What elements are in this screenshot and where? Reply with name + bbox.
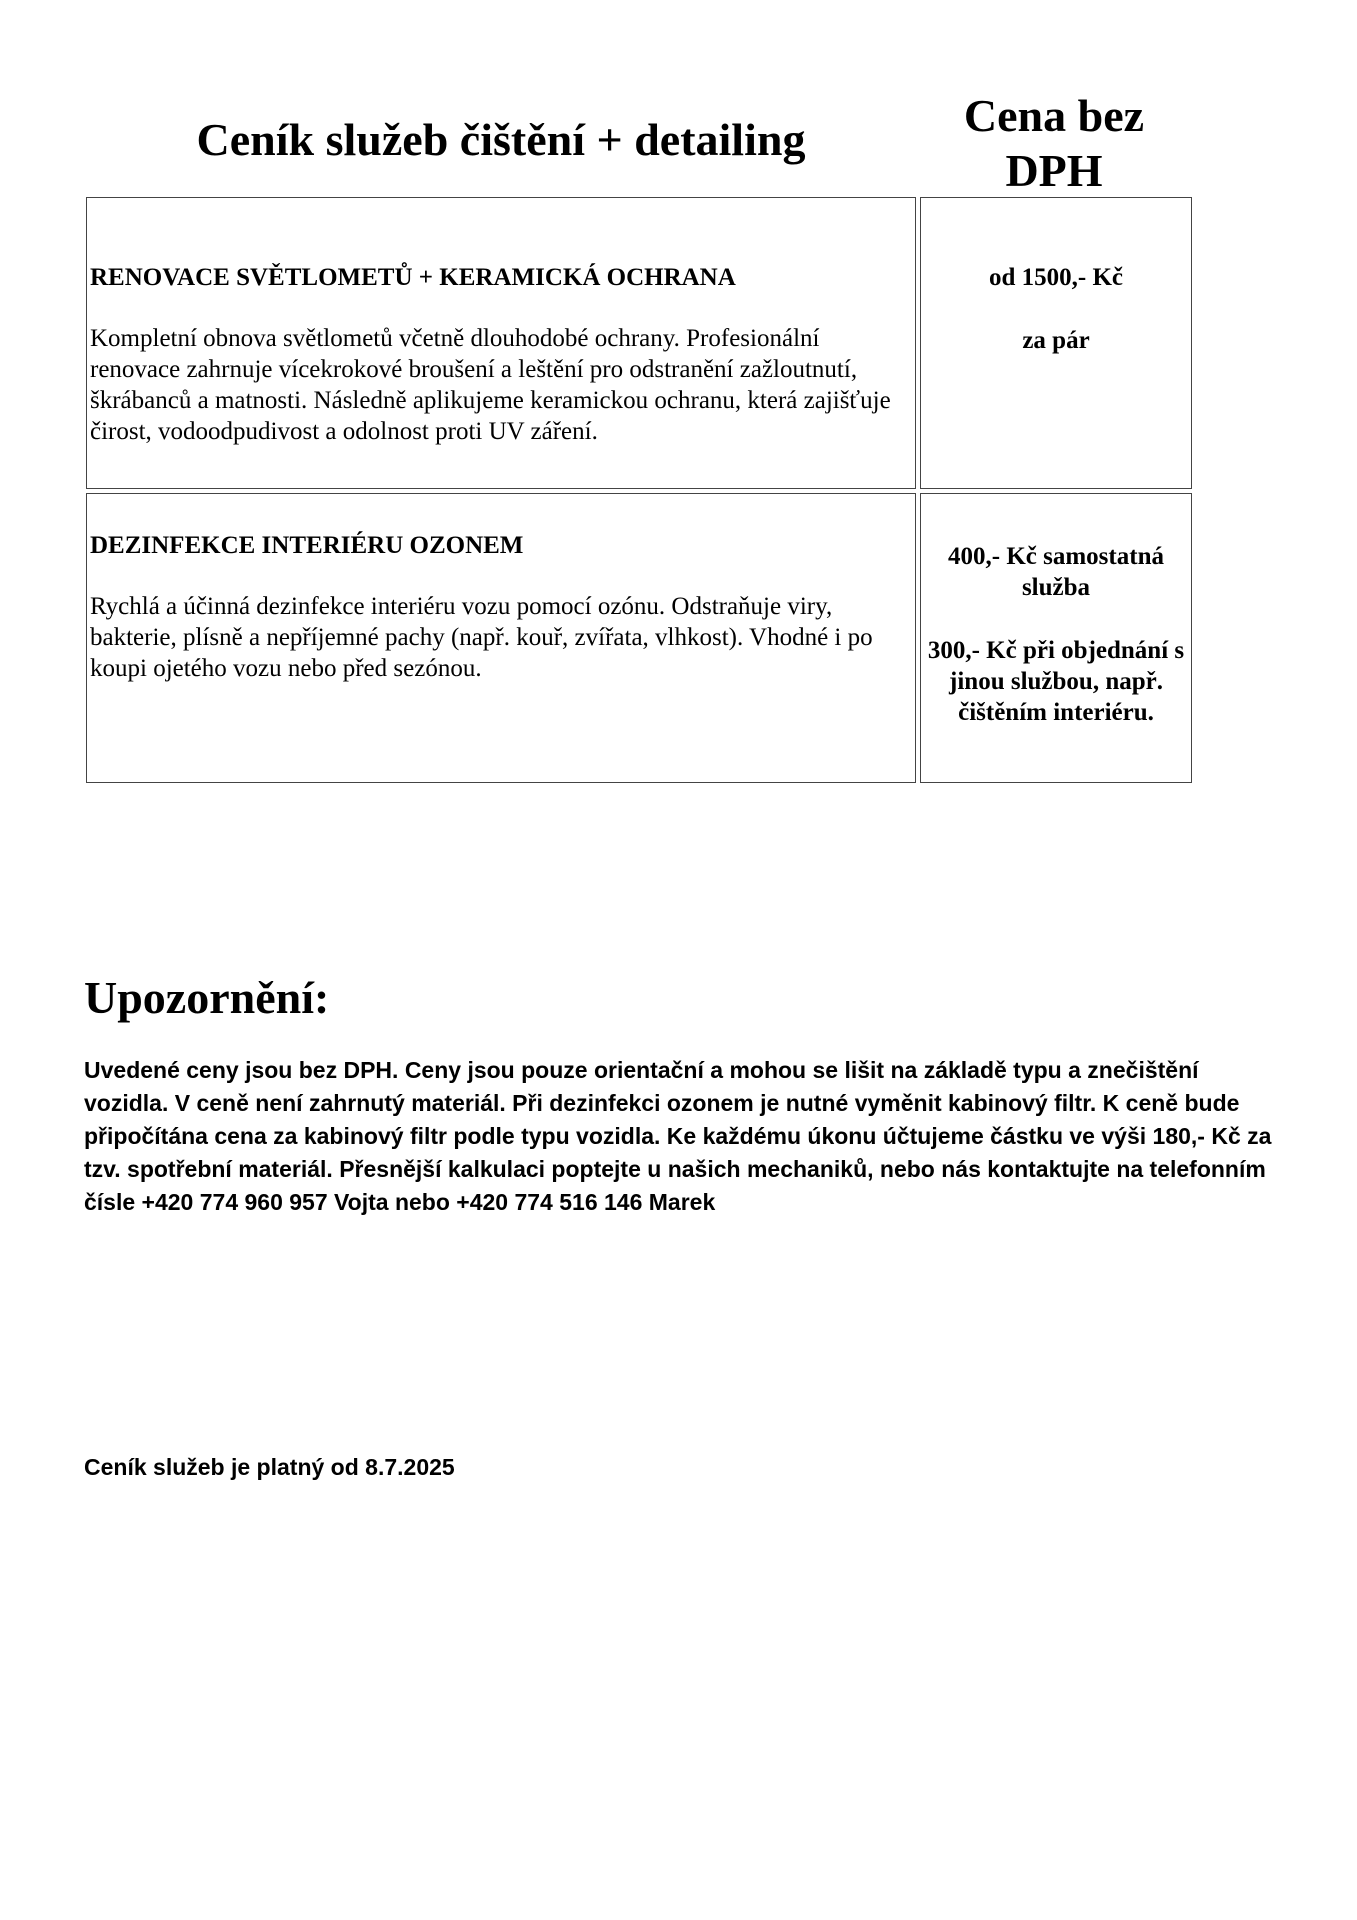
service-description: Kompletní obnova světlometů včetně dlouhodobé ochrany. Profesionální renovace zahrnuje vícekrokové broušení a leštění pro odstranění zažloutnutí, škrábanců a matnosti. Následně aplikujeme keramickou ochranu, která zajišťuje čirost, vodoodpudivost a odolnost proti UV záření. <box>90 325 891 445</box>
price-column-header: Cena bez DPH <box>963 90 1145 196</box>
price-cell <box>920 197 1192 489</box>
validity-note: Ceník služeb je platný od 8.7.2025 <box>84 1454 455 1480</box>
table-row <box>86 493 1192 783</box>
price-table <box>86 197 1192 787</box>
notice-title: Upozornění: <box>84 972 330 1023</box>
price-cell <box>920 493 1192 783</box>
price-line: 400,- Kč samostatná služba <box>948 543 1164 601</box>
page-title: Ceník služeb čištění + detailing <box>196 114 806 165</box>
price-line: 300,- Kč při objednání s jinou službou, např. čištěním interiéru. <box>927 637 1185 726</box>
price-line: od 1500,- Kč <box>988 264 1124 291</box>
price-line: za pár <box>1022 327 1090 354</box>
service-name: RENOVACE SVĚTLOMETŮ + KERAMICKÁ OCHRANA <box>90 264 736 291</box>
notice-text: Uvedené ceny jsou bez DPH. Ceny jsou pouze orientační a mohou se lišit na základě typu a znečištění vozidla. V ceně není zahrnutý materiál. Při dezinfekci ozonem je nutné vyměnit kabinový filtr. K ceně bude připočítána cena za kabinový filtr podle typu vozidla. Ke každému úkonu účtujeme částku ve výši 180,- Kč za tzv. spotřební materiál. Přesnější kalkulaci poptejte u našich mechaniků, nebo nás kontaktujte na telefonním čísle +420 774 960 957 Vojta nebo +420 774 516 146 Marek <box>84 1057 1272 1215</box>
service-cell <box>86 197 916 489</box>
service-name: DEZINFEKCE INTERIÉRU OZONEM <box>90 532 524 559</box>
service-cell <box>86 493 916 783</box>
service-description: Rychlá a účinná dezinfekce interiéru vozu pomocí ozónu. Odstraňuje viry, bakterie, plísně a nepříjemné pachy (např. kouř, zvířata, vlhkost). Vhodné i po koupi ojetého vozu nebo před sezónou. <box>90 593 873 682</box>
table-row <box>86 197 1192 489</box>
